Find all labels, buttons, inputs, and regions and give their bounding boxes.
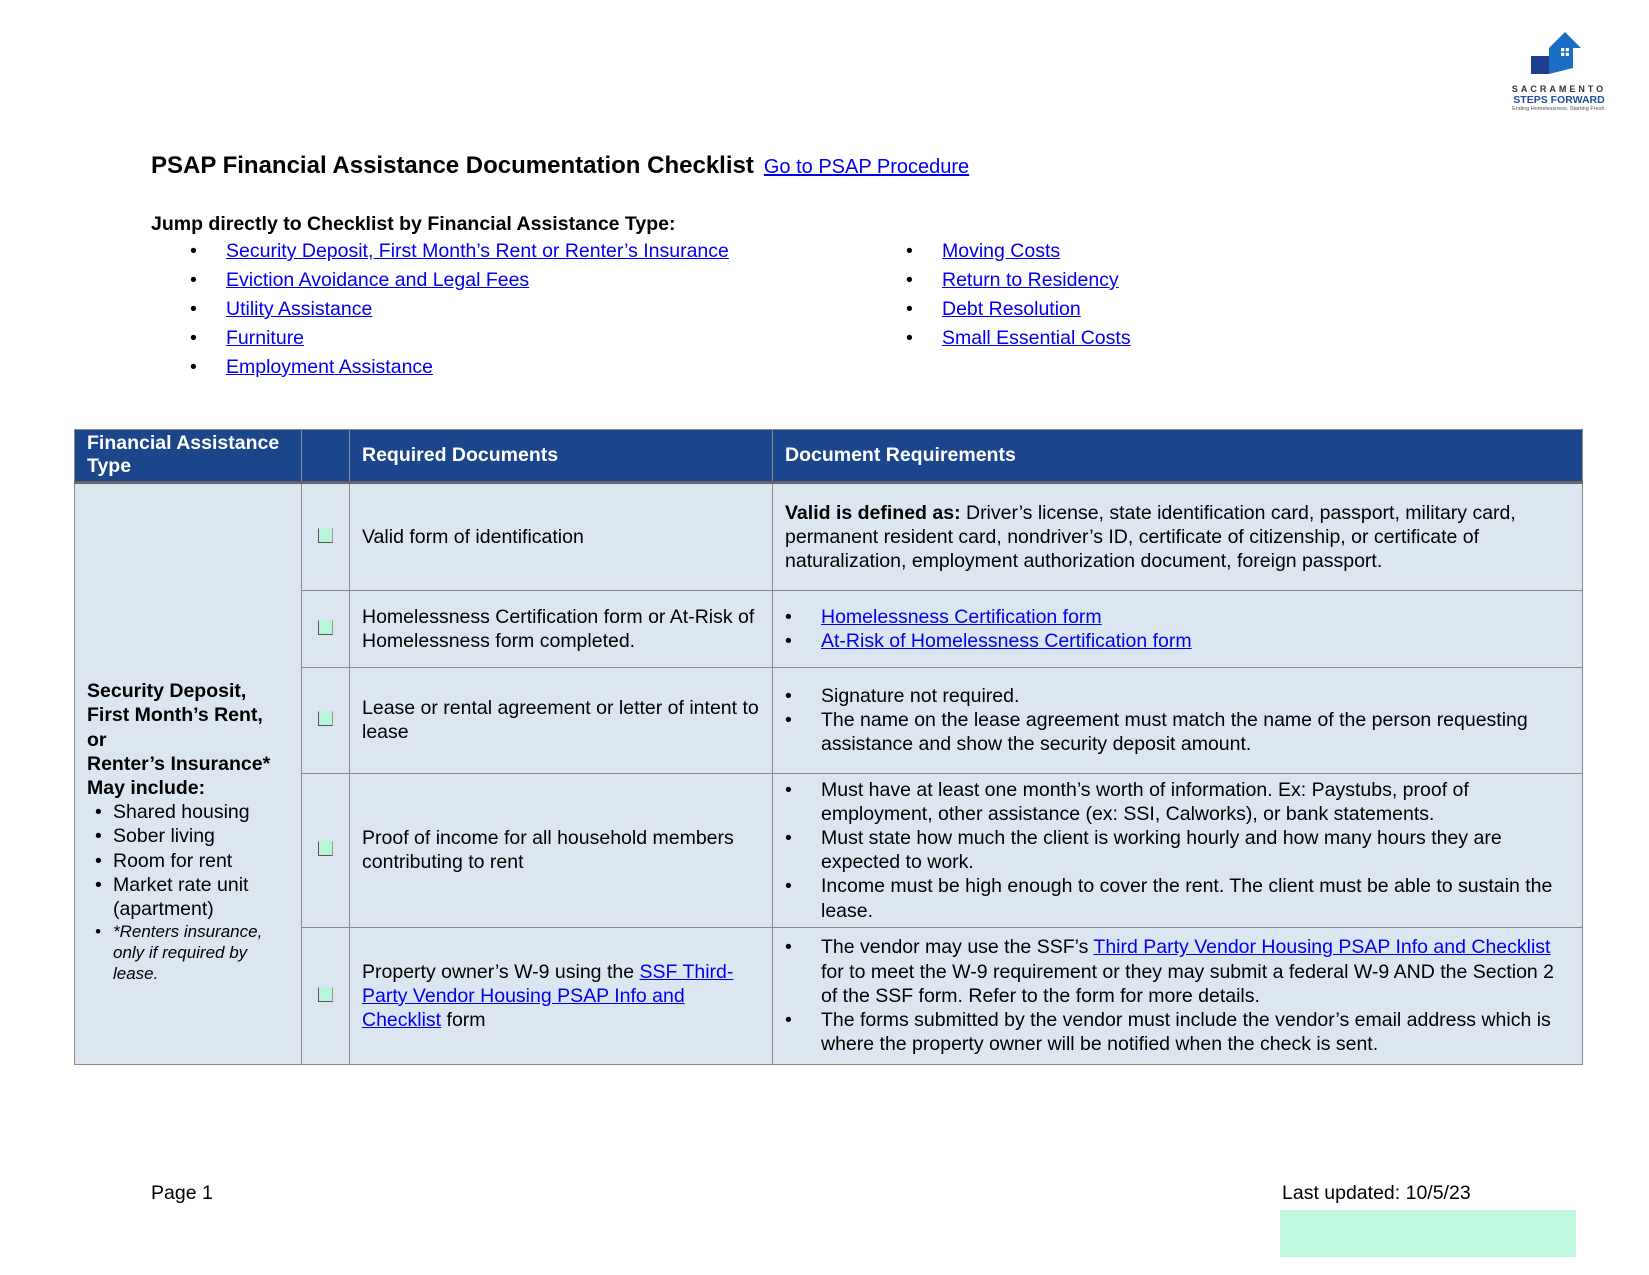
bullet-text: for to meet the W-9 requirement or they may submit a federal W-9 AND the Section 2 of the SSF form. Refer to the form for more details. (821, 960, 1555, 1007)
jump-links-left (190, 240, 729, 385)
jump-link-small-essential[interactable]: Small Essential Costs (942, 327, 1131, 349)
homelessness-cert-link[interactable]: Homelessness Certification form (821, 605, 1102, 628)
list-item: • Shared housing (87, 800, 289, 824)
jump-link-item (190, 356, 729, 385)
jump-link-moving[interactable]: Moving Costs (942, 240, 1061, 262)
table-row (75, 773, 1583, 927)
jump-link-item (906, 240, 1131, 269)
jump-link-item (190, 269, 729, 298)
last-updated: Last updated: 10/5/23 (1282, 1182, 1471, 1204)
logo-tagline: Ending Homelessness. Starting Fresh. (1512, 106, 1606, 112)
header-type: Financial Assistance Type (75, 430, 302, 483)
doc-requirement (773, 773, 1583, 927)
third-party-vendor-link[interactable]: Third Party Vendor Housing PSAP Info and Checklist (1093, 936, 1551, 959)
required-doc: Lease or rental agreement or letter of intent to lease (350, 667, 773, 773)
checkbox[interactable] (318, 841, 333, 856)
doc-requirement (773, 667, 1583, 773)
checklist-table (74, 429, 1583, 1065)
type-line: Security Deposit, (87, 680, 247, 703)
jump-link-item (190, 240, 729, 269)
list-item: • The name on the lease agreement must match the name of the person requesting assistance and show the security deposit amount. (785, 708, 1570, 756)
jump-link-item (190, 298, 729, 327)
logo-line1: SACRAMENTO (1511, 84, 1607, 94)
required-doc: Valid form of identification (350, 482, 773, 590)
jump-heading: Jump directly to Checklist by Financial Assistance Type: (151, 213, 676, 235)
bullet-text: The vendor may use the SSF’s (821, 936, 1094, 959)
type-line: or (87, 728, 107, 751)
ssf-vendor-link[interactable]: SSF Third-Party Vendor Housing PSAP Info and Checklist (362, 960, 734, 1031)
list-item: • Room for rent (87, 849, 289, 873)
list-item: • Must have at least one month’s worth of information. Ex: Paystubs, proof of employment, other assistance (ex: SSI, Calworks), or bank statements. (785, 778, 1570, 826)
table-row (75, 927, 1583, 1064)
logo-line2: STEPS FORWARD (1513, 94, 1605, 106)
list-item: • Market rate unit (apartment) (87, 873, 289, 921)
at-risk-cert-link[interactable]: At-Risk of Homelessness Certification form (821, 629, 1192, 652)
highlight-box (1280, 1210, 1576, 1257)
checkbox[interactable] (318, 620, 333, 635)
sacramento-steps-forward-logo (1505, 28, 1613, 112)
checkbox[interactable] (318, 528, 333, 543)
requirement-text: Driver’s license, state identification card, passport, military card, permanent resident card, nondriver’s ID, certificate of citizenship, or certificate of naturalization, employment authorization document, foreign passport. (785, 501, 1516, 572)
requirement-bold: Valid is defined as: (785, 501, 961, 524)
doc-requirement (773, 482, 1583, 590)
table-row (75, 590, 1583, 667)
list-item-note: • *Renters insurance, only if required by lease. (87, 921, 289, 984)
jump-link-debt[interactable]: Debt Resolution (942, 298, 1081, 320)
type-line: First Month’s Rent, (87, 704, 263, 727)
jump-links-right (906, 240, 1131, 356)
list-item (785, 935, 1570, 1008)
page-number: Page 1 (151, 1182, 213, 1204)
jump-link-security-deposit[interactable]: Security Deposit, First Month’s Rent or Renter’s Insurance (226, 240, 729, 262)
header-check (302, 430, 350, 483)
page-title (151, 152, 969, 180)
jump-link-return[interactable]: Return to Residency (942, 269, 1119, 291)
list-item (785, 629, 1570, 653)
type-includes-list (87, 800, 289, 984)
list-item: • Signature not required. (785, 684, 1570, 708)
psap-procedure-link[interactable]: Go to PSAP Procedure (763, 156, 970, 178)
jump-link-employment[interactable]: Employment Assistance (226, 356, 434, 378)
checkbox[interactable] (318, 711, 333, 726)
jump-link-utility[interactable]: Utility Assistance (226, 298, 373, 320)
checkbox[interactable] (318, 987, 333, 1002)
doc-requirement (773, 927, 1583, 1064)
jump-link-item (906, 298, 1131, 327)
required-doc: Proof of income for all household members contributing to rent (350, 773, 773, 927)
list-item: • The forms submitted by the vendor must include the vendor’s email address which is where the property owner will be notified when the check is sent. (785, 1008, 1570, 1056)
list-item: • Must state how much the client is working hourly and how many hours they are expected to work. (785, 826, 1570, 874)
title-text: PSAP Financial Assistance Documentation Checklist (151, 152, 754, 179)
jump-link-item (906, 269, 1131, 298)
header-doc-requirements: Document Requirements (773, 430, 1583, 483)
doc-requirement (773, 590, 1583, 667)
jump-link-item (906, 327, 1131, 356)
list-item (785, 605, 1570, 629)
list-item: • Income must be high enough to cover the rent. The client must be able to sustain the lease. (785, 874, 1570, 922)
list-item: • Sober living (87, 824, 289, 848)
required-doc (350, 927, 773, 1064)
jump-link-item (190, 327, 729, 356)
header-required-docs: Required Documents (350, 430, 773, 483)
house-logo-icon (1529, 28, 1589, 80)
table-row (75, 667, 1583, 773)
assistance-type-cell (75, 482, 302, 1064)
type-line: Renter’s Insurance* (87, 752, 271, 775)
doc-text: Property owner’s W-9 using the (362, 960, 640, 983)
doc-text: form (441, 1008, 486, 1031)
type-line: May include: (87, 777, 206, 799)
jump-link-eviction[interactable]: Eviction Avoidance and Legal Fees (226, 269, 530, 291)
table-header (75, 430, 1583, 483)
jump-link-furniture[interactable]: Furniture (226, 327, 305, 349)
table-row (75, 482, 1583, 590)
required-doc: Homelessness Certification form or At-Risk of Homelessness form completed. (350, 590, 773, 667)
